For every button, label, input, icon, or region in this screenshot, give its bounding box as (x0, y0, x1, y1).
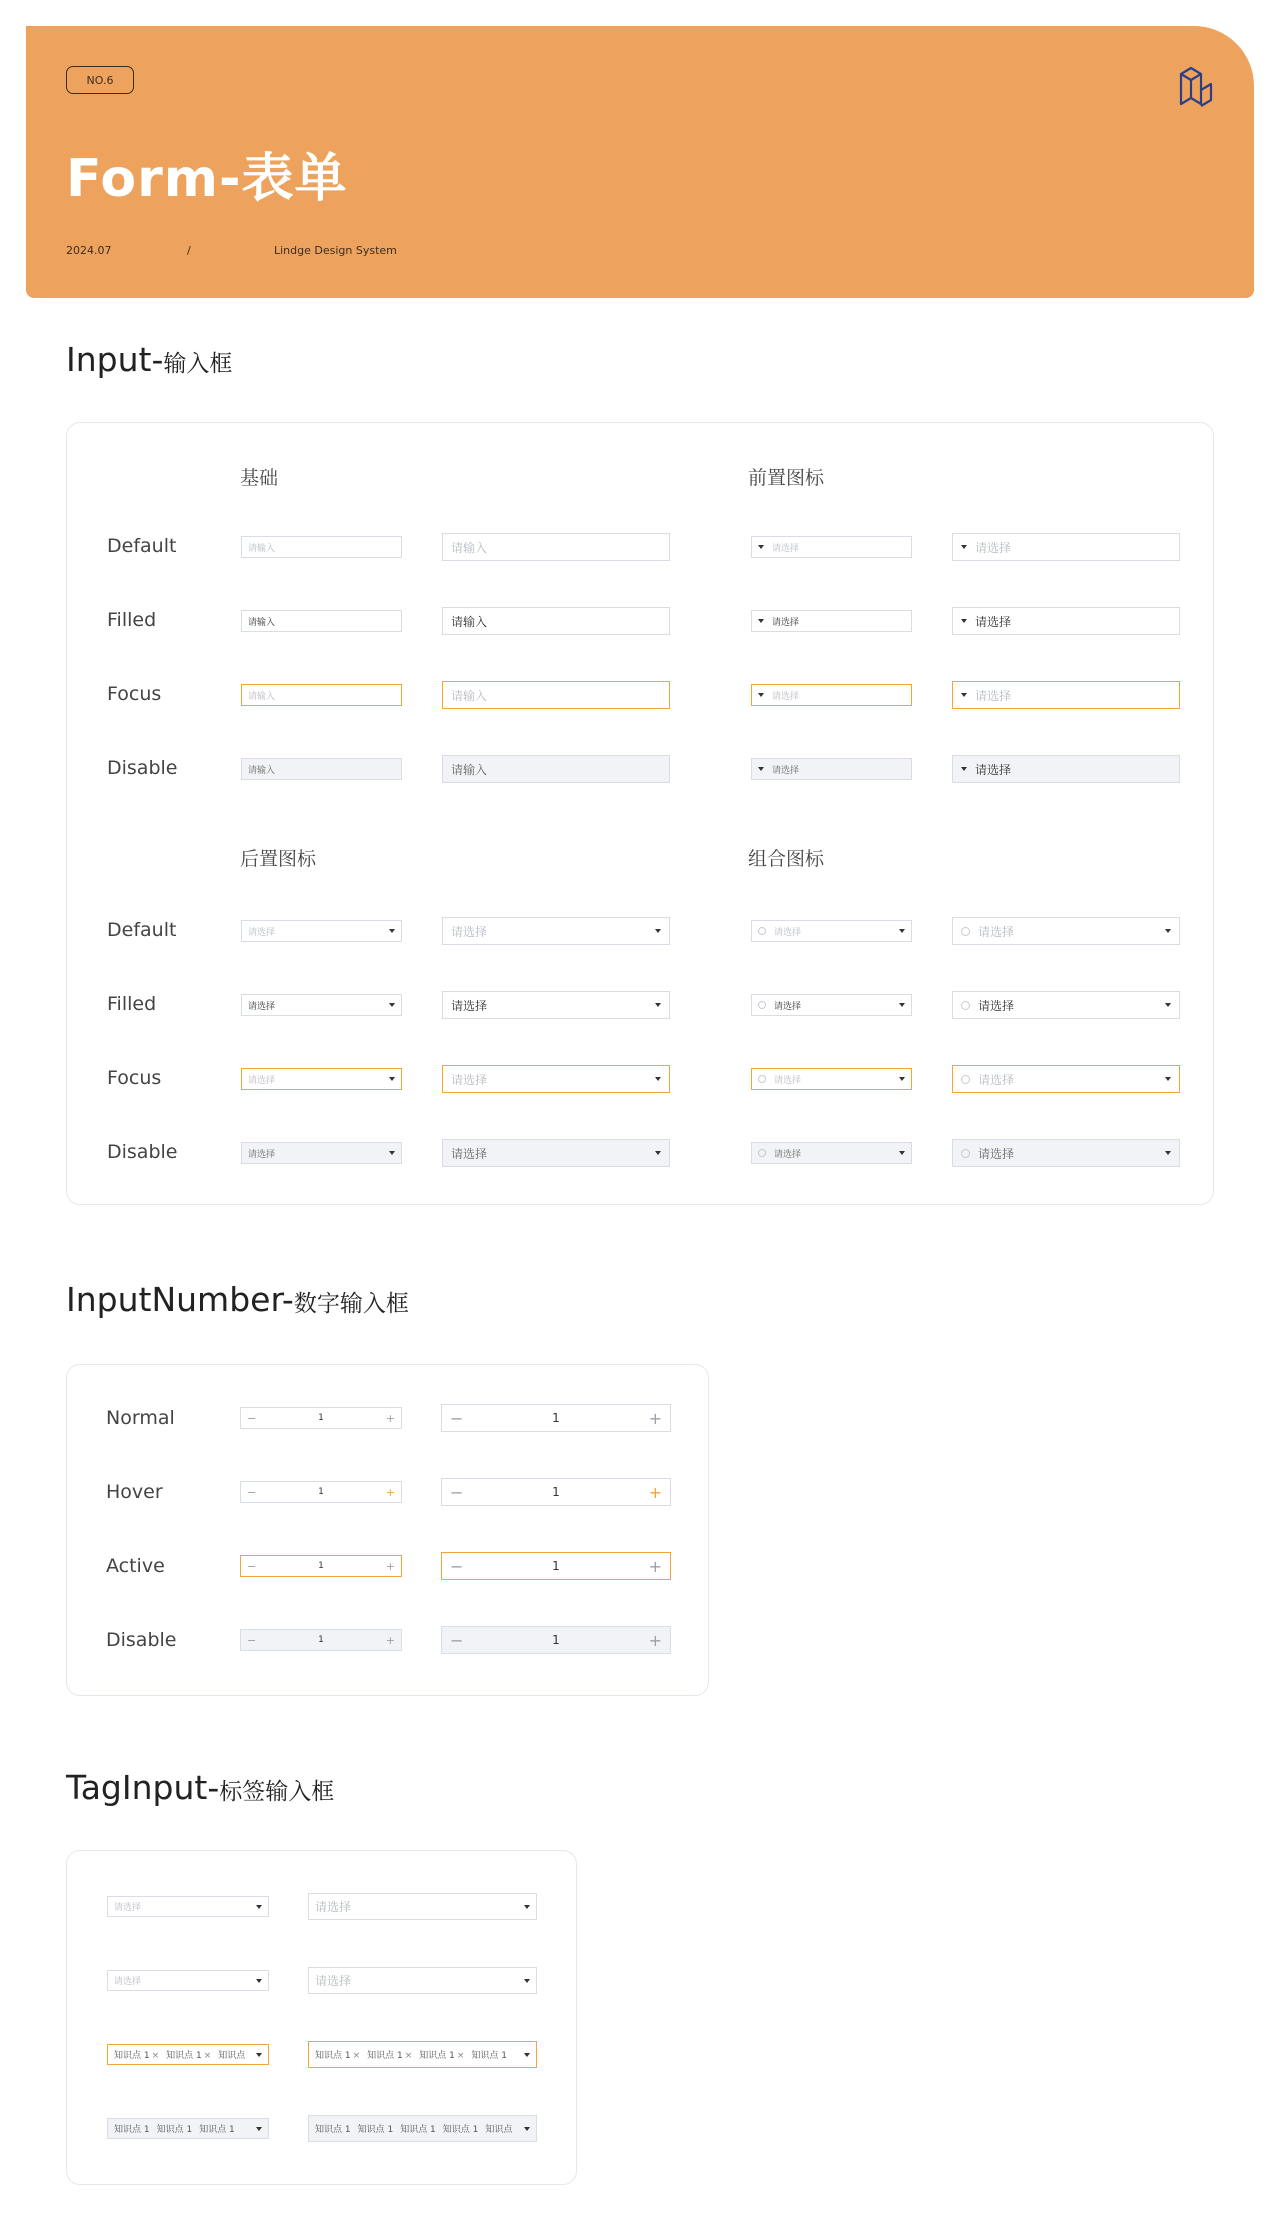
caret-down-icon (961, 767, 967, 771)
tag-label: 知识点 (218, 2051, 246, 2061)
select-value: 请选择 (774, 1001, 802, 1012)
select-placeholder: 请选择 (772, 543, 800, 554)
taginput-title-en: TagInput- (66, 1768, 220, 1807)
select-value: 请选择 (978, 1146, 1015, 1161)
tag-chip: 知识点 (485, 2125, 513, 2135)
state-label-filled: Filled (107, 609, 157, 631)
suffix-select-filled-small[interactable] (241, 994, 402, 1016)
number-input-normal-large[interactable] (441, 1404, 671, 1432)
tag-chip: 知识点 1 (199, 2125, 235, 2135)
clock-icon (961, 927, 970, 936)
tag-placeholder: 请选择 (315, 1900, 352, 1914)
input-placeholder: 请输入 (248, 691, 276, 702)
number-input-disabled-small (240, 1629, 402, 1651)
plus-icon[interactable]: + (385, 1411, 395, 1425)
caret-down-icon (524, 2127, 530, 2131)
input-placeholder: 请输入 (451, 540, 488, 555)
state-label-disable: Disable (106, 1629, 177, 1651)
basic-input-default-large[interactable] (442, 533, 670, 561)
state-label-default: Default (107, 535, 177, 557)
number-value: 1 (552, 1559, 560, 1573)
select-value: 请选择 (978, 998, 1015, 1013)
number-input-disabled-large (441, 1626, 671, 1654)
number-value: 1 (318, 1561, 324, 1571)
taginput-section-title (66, 1768, 334, 1807)
prefix-select-disabled-large (952, 755, 1180, 783)
page-title: Form-表单 (66, 149, 348, 209)
select-value: 请选择 (774, 1149, 802, 1160)
number-value: 1 (318, 1635, 324, 1645)
basic-input-default-small[interactable] (241, 536, 402, 558)
close-icon[interactable]: × (151, 2051, 160, 2061)
minus-icon[interactable]: − (450, 1482, 464, 1502)
issue-badge: NO.6 (66, 66, 134, 94)
caret-down-icon[interactable] (389, 1077, 395, 1081)
caret-down-icon[interactable] (256, 1979, 262, 1983)
clock-icon (961, 1075, 970, 1084)
banner-separator: / (187, 244, 191, 257)
select-placeholder: 请选择 (774, 927, 802, 938)
combo-select-default-large[interactable] (952, 917, 1180, 945)
caret-down-icon[interactable] (655, 1003, 661, 1007)
banner-system-name: Lindge Design System (274, 244, 397, 257)
minus-icon[interactable]: − (450, 1408, 464, 1428)
caret-down-icon[interactable] (1165, 1003, 1171, 1007)
tag-input-disabled-small (107, 2118, 269, 2139)
state-label-disable: Disable (107, 1141, 178, 1163)
state-label-active: Active (106, 1555, 165, 1577)
state-label-focus: Focus (107, 683, 162, 705)
select-value: 请选择 (772, 617, 800, 628)
select-placeholder: 请选择 (772, 691, 800, 702)
tag-input-focus-large[interactable] (308, 2041, 537, 2068)
caret-down-icon (655, 1151, 661, 1155)
tag-input-hover-large[interactable] (308, 1967, 537, 1994)
suffix-select-focus-small[interactable] (241, 1068, 402, 1090)
plus-icon[interactable]: + (648, 1556, 662, 1576)
select-value: 请选择 (248, 1001, 276, 1012)
basic-input-disabled-large (442, 755, 670, 783)
input-section-title (66, 340, 232, 379)
input-title-cn: 输入框 (163, 351, 233, 377)
minus-icon[interactable]: − (247, 1559, 257, 1573)
tag-input-hover-small[interactable] (107, 1970, 269, 1991)
clock-icon (758, 1001, 766, 1009)
caret-down-icon (389, 1151, 395, 1155)
caret-down-icon[interactable] (389, 929, 395, 933)
suffix-select-default-large[interactable] (442, 917, 670, 945)
minus-icon: − (247, 1633, 257, 1647)
input-title-en: Input- (66, 340, 164, 379)
combo-select-disabled-large (952, 1139, 1180, 1167)
tag-label: 知识点 1 (166, 2051, 202, 2061)
clock-icon (758, 1075, 766, 1083)
combo-select-filled-large[interactable] (952, 991, 1180, 1019)
caret-down-icon (256, 2127, 262, 2131)
select-value: 请选择 (248, 1149, 276, 1160)
select-placeholder: 请选择 (978, 924, 1015, 939)
caret-down-icon (758, 767, 764, 771)
prefix-select-default-large[interactable] (952, 533, 1180, 561)
select-placeholder: 请选择 (248, 927, 276, 938)
tag-chip (367, 2048, 412, 2061)
caret-down-icon[interactable] (524, 1979, 530, 1983)
basic-input-filled-small[interactable] (241, 610, 402, 632)
isometric-block-logo-icon (1177, 64, 1217, 108)
select-value: 请选择 (772, 765, 800, 776)
tag-label: 知识点 1 (419, 2051, 455, 2061)
caret-down-icon (899, 1151, 905, 1155)
tag-label: 知识点 1 (471, 2051, 508, 2061)
tag-chip (471, 2048, 507, 2061)
caret-down-icon[interactable] (899, 1077, 905, 1081)
clock-icon (961, 1001, 970, 1010)
tag-chip (166, 2048, 211, 2061)
caret-down-icon[interactable] (655, 929, 661, 933)
caret-down-icon (961, 545, 967, 549)
combo-select-disabled-small (751, 1142, 912, 1164)
caret-down-icon[interactable] (899, 929, 905, 933)
state-label-disable: Disable (107, 757, 178, 779)
input-value: 请输入 (451, 762, 488, 777)
clock-icon (961, 1149, 970, 1158)
group-heading-combined-icon: 组合图标 (748, 848, 825, 870)
tag-placeholder: 请选择 (114, 1903, 142, 1913)
prefix-select-default-small[interactable] (751, 536, 912, 558)
inputnumber-title-en: InputNumber- (66, 1280, 294, 1319)
number-value: 1 (318, 1487, 324, 1497)
minus-icon[interactable]: − (247, 1485, 257, 1499)
plus-icon[interactable]: + (648, 1482, 662, 1502)
select-placeholder: 请选择 (975, 540, 1012, 555)
suffix-select-disabled-small (241, 1142, 402, 1164)
caret-down-icon[interactable] (524, 1905, 530, 1909)
caret-down-icon[interactable] (524, 2053, 530, 2057)
prefix-select-filled-large[interactable] (952, 607, 1180, 635)
input-placeholder: 请输入 (451, 688, 488, 703)
header-banner (26, 26, 1254, 298)
select-placeholder: 请选择 (975, 688, 1012, 703)
minus-icon: − (450, 1630, 464, 1650)
tag-placeholder: 请选择 (114, 1977, 142, 1987)
tag-chip: 知识点 1 (400, 2125, 436, 2135)
tag-chip (218, 2048, 245, 2061)
group-heading-suffix-icon: 后置图标 (240, 848, 317, 870)
tag-label: 知识点 1 (114, 2051, 150, 2061)
inputnumber-title-cn: 数字输入框 (293, 1291, 409, 1317)
prefix-select-disabled-small (751, 758, 912, 780)
number-value: 1 (552, 1633, 560, 1647)
tag-input-default-small[interactable] (107, 1896, 269, 1917)
number-value: 1 (552, 1411, 560, 1425)
taginput-title-cn: 标签输入框 (219, 1779, 335, 1805)
state-label-hover: Hover (106, 1481, 163, 1503)
tag-input-focus-small[interactable] (107, 2044, 269, 2065)
caret-down-icon (758, 693, 764, 697)
group-heading-basic: 基础 (240, 467, 279, 489)
tag-chip: 知识点 1 (315, 2125, 351, 2135)
close-icon[interactable]: × (456, 2051, 465, 2061)
basic-input-disabled-small (241, 758, 402, 780)
caret-down-icon[interactable] (256, 2053, 262, 2057)
caret-down-icon[interactable] (1165, 929, 1171, 933)
number-input-hover-small[interactable] (240, 1481, 402, 1503)
select-placeholder: 请选择 (451, 1072, 488, 1087)
tag-chip: 知识点 1 (114, 2125, 150, 2135)
combo-select-focus-small[interactable] (751, 1068, 912, 1090)
number-input-normal-small[interactable] (240, 1407, 402, 1429)
select-value: 请选择 (451, 1146, 488, 1161)
suffix-select-filled-large[interactable] (442, 991, 670, 1019)
select-placeholder: 请选择 (248, 1075, 276, 1086)
close-icon[interactable]: × (352, 2051, 361, 2061)
caret-down-icon[interactable] (655, 1077, 661, 1081)
suffix-select-disabled-large (442, 1139, 670, 1167)
input-value: 请输入 (248, 617, 276, 628)
caret-down-icon (758, 619, 764, 623)
caret-down-icon[interactable] (1165, 1077, 1171, 1081)
plus-icon[interactable]: + (648, 1408, 662, 1428)
tag-chip: 知识点 1 (156, 2125, 193, 2135)
caret-down-icon (1165, 1151, 1171, 1155)
input-value: 请输入 (248, 765, 276, 776)
select-value: 请选择 (975, 762, 1012, 777)
select-placeholder: 请选择 (774, 1075, 802, 1086)
plus-icon[interactable]: + (385, 1485, 395, 1499)
caret-down-icon[interactable] (899, 1003, 905, 1007)
caret-down-icon (758, 545, 764, 549)
caret-down-icon (961, 619, 967, 623)
combo-select-default-small[interactable] (751, 920, 912, 942)
tag-input-disabled-large (308, 2115, 537, 2142)
tag-chip: 知识点 1 (442, 2125, 479, 2135)
plus-icon[interactable]: + (385, 1559, 395, 1573)
prefix-select-focus-small[interactable] (751, 684, 912, 706)
close-icon[interactable]: × (404, 2051, 413, 2061)
tag-placeholder: 请选择 (315, 1974, 352, 1988)
basic-input-focus-small[interactable] (241, 684, 402, 706)
input-value: 请输入 (451, 614, 488, 629)
clock-icon (758, 1149, 766, 1157)
tag-label: 知识点 1 (315, 2051, 351, 2061)
minus-icon[interactable]: − (247, 1411, 257, 1425)
number-input-hover-large[interactable] (441, 1478, 671, 1506)
banner-date: 2024.07 (66, 244, 112, 257)
caret-down-icon (961, 693, 967, 697)
number-input-active-small[interactable] (240, 1555, 402, 1577)
plus-icon: + (648, 1630, 662, 1650)
number-input-active-large[interactable] (441, 1552, 671, 1580)
select-value: 请选择 (975, 614, 1012, 629)
number-value: 1 (318, 1413, 324, 1423)
input-placeholder: 请输入 (248, 543, 276, 554)
state-label-filled: Filled (107, 993, 157, 1015)
prefix-select-filled-small[interactable] (751, 610, 912, 632)
state-label-default: Default (107, 919, 177, 941)
select-placeholder: 请选择 (451, 924, 488, 939)
inputnumber-section-title (66, 1280, 409, 1319)
state-label-focus: Focus (107, 1067, 162, 1089)
group-heading-prefix-icon: 前置图标 (748, 467, 825, 489)
plus-icon: + (385, 1633, 395, 1647)
number-value: 1 (552, 1485, 560, 1499)
close-icon[interactable]: × (203, 2051, 212, 2061)
caret-down-icon[interactable] (389, 1003, 395, 1007)
tag-input-default-large[interactable] (308, 1893, 537, 1920)
tag-chip (419, 2048, 464, 2061)
minus-icon[interactable]: − (450, 1556, 464, 1576)
combo-select-filled-small[interactable] (751, 994, 912, 1016)
caret-down-icon[interactable] (256, 1905, 262, 1909)
clock-icon (758, 927, 766, 935)
state-label-normal: Normal (106, 1407, 175, 1429)
tag-chip (114, 2048, 159, 2061)
combo-select-focus-large[interactable] (952, 1065, 1180, 1093)
tag-chip (315, 2048, 360, 2061)
suffix-select-focus-large[interactable] (442, 1065, 670, 1093)
basic-input-filled-large[interactable] (442, 607, 670, 635)
prefix-select-focus-large[interactable] (952, 681, 1180, 709)
suffix-select-default-small[interactable] (241, 920, 402, 942)
basic-input-focus-large[interactable] (442, 681, 670, 709)
select-placeholder: 请选择 (978, 1072, 1015, 1087)
tag-chip: 知识点 1 (357, 2125, 394, 2135)
select-value: 请选择 (451, 998, 488, 1013)
tag-label: 知识点 1 (367, 2051, 403, 2061)
